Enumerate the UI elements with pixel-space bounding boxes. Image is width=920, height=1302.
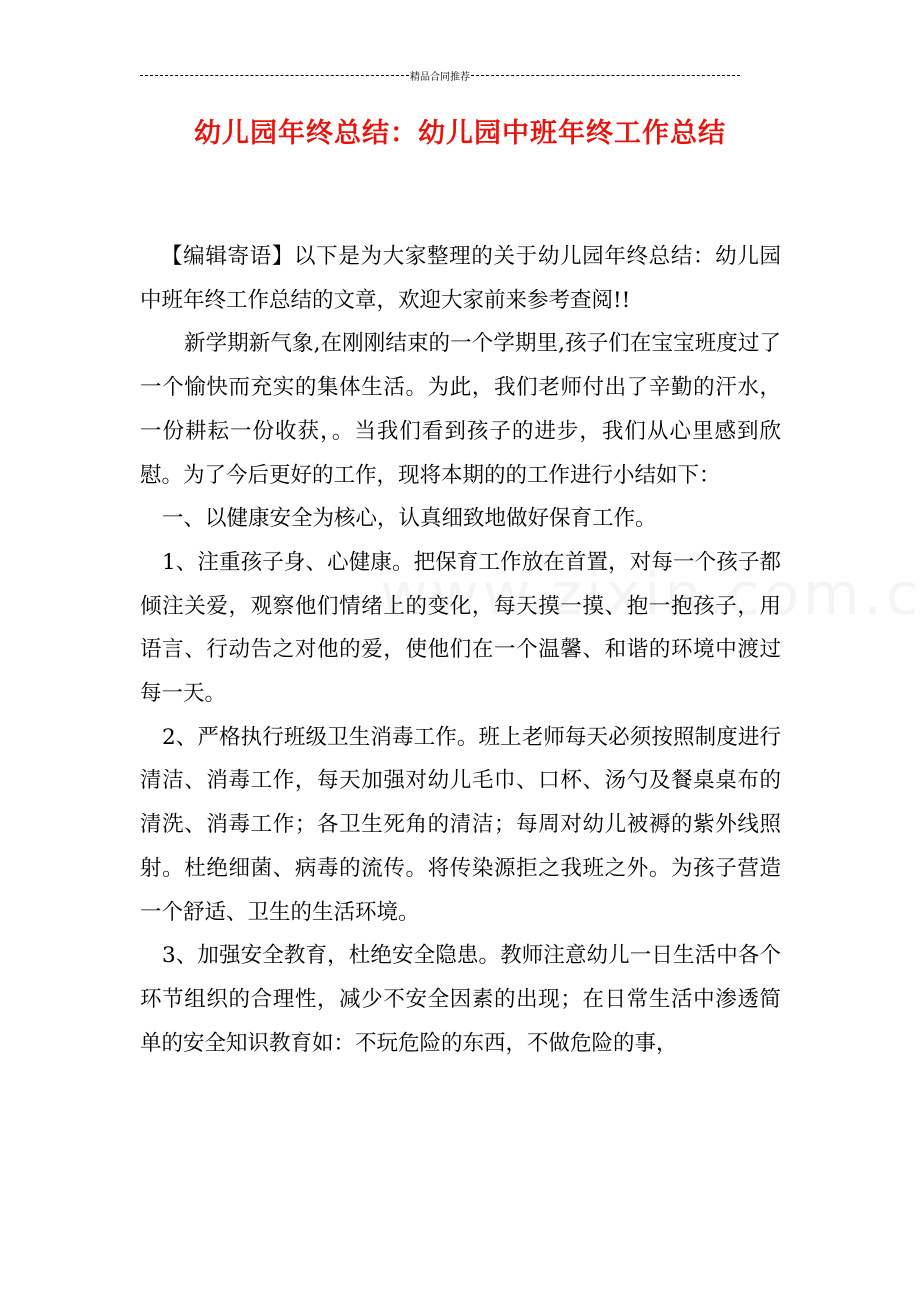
document-title: 幼儿园年终总结：幼儿园中班年终工作总结	[194, 118, 726, 149]
item-paragraph-2: 2、严格执行班级卫生消毒工作。班上老师每天必须按照制度进行清洁、消毒工作，每天加强对幼儿毛巾、口杯、汤勺及餐桌桌布的清洗、消毒工作；各卫生死角的清洁；每周对幼儿被褥的紫外线照射。杜绝细菌、病毒的流传。将传染源拒之我班之外。为孩子营造一个舒适、卫生的生活环境。	[140, 724, 781, 925]
section-heading-1: 一、以健康安全为核心，认真细致地做好保育工作。	[162, 506, 657, 532]
item-paragraph-1: 1、注重孩子身、心健康。把保育工作放在首置，对每一个孩子都倾注关爱，观察他们情绪上的变化，每天摸一摸、抱一抱孩子，用语言、行动告之对他的爱，使他们在一个温馨、和谐的环境中渡过每一天。	[140, 549, 781, 707]
intro-paragraph: 新学期新气象,在刚刚结束的一个学期里,孩子们在宝宝班度过了一个愉快而充实的集体生活。为此，我们老师付出了辛勤的汗水，一份耕耘一份收获，。当我们看到孩子的进步，我们从心里感到欣慰。为了今后更好的工作，现将本期的的工作进行小结如下：	[140, 331, 781, 488]
item-paragraph-3: 3、加强安全教育，杜绝安全隐患。教师注意幼儿一日生活中各个环节组织的合理性，减少不安全因素的出现；在日常生活中渗透简单的安全知识教育如：不玩危险的东西，不做危险的事，	[140, 943, 781, 1056]
editor-note-paragraph: 【编辑寄语】以下是为大家整理的关于幼儿园年终总结：幼儿园中班年终工作总结的文章，欢迎大家前来参考查阅!!	[140, 244, 781, 313]
header-dash-right	[471, 75, 740, 76]
header-banner	[140, 66, 740, 84]
header-label: 精品合同推荐	[410, 71, 470, 83]
document-body	[140, 235, 781, 1065]
header-dash-left	[140, 75, 409, 76]
